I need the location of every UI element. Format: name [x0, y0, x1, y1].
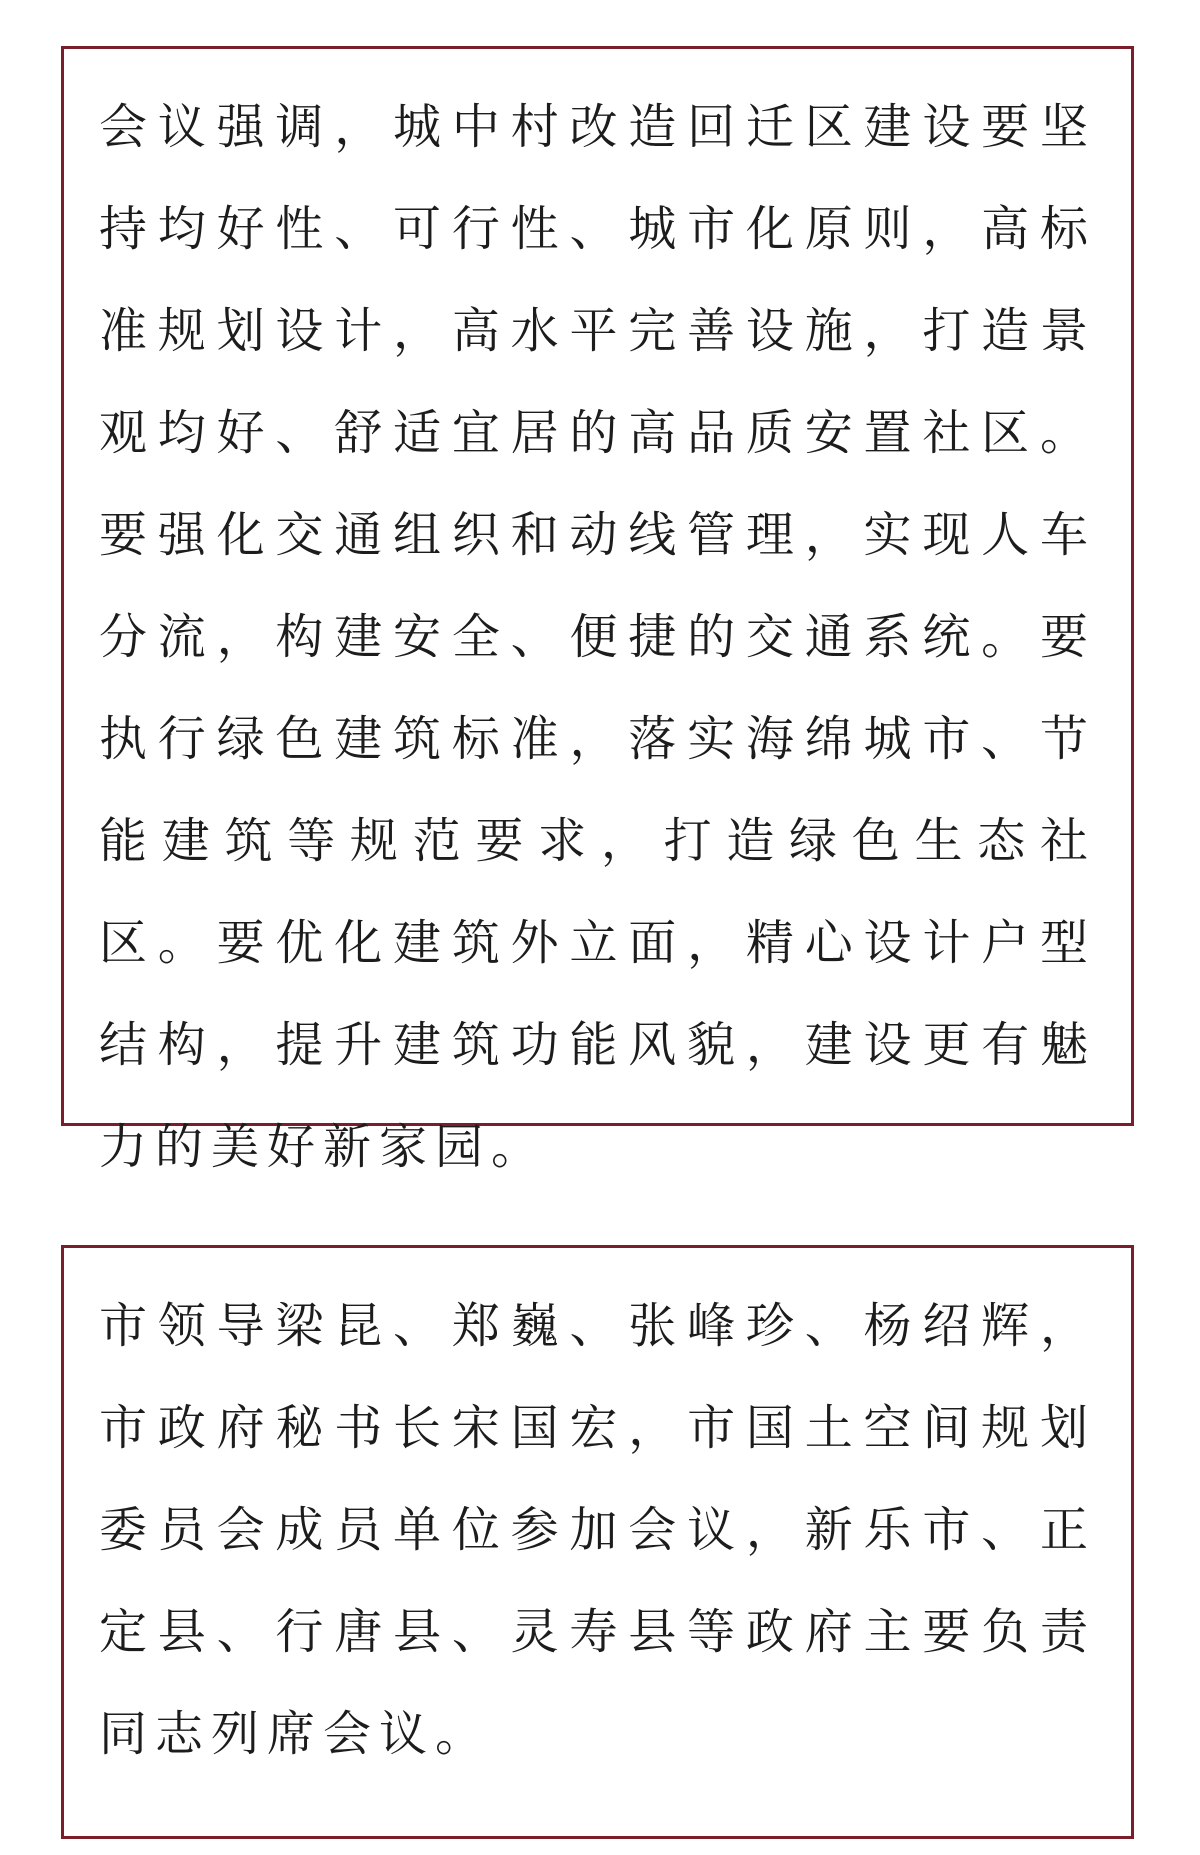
- meeting-emphasis-card: [61, 46, 1134, 1175]
- attendees-paragraph: 市领导梁昆、郑巍、张峰珍、杨绍辉，市政府秘书长宋国宏，市国土空间规划委员会成员单位参加会议，新乐市、正定县、行唐县、灵寿县等政府主要负责同志列席会议。: [99, 1298, 1096, 1762]
- meeting-emphasis-paragraph: 会议强调，城中村改造回迁区建设要坚持均好性、可行性、城市化原则，高标准规划设计，高水平完善设施，打造景观均好、舒适宜居的高品质安置社区。要强化交通组织和动线管理，实现人车分流，构建安全、便捷的交通系统。要执行绿色建筑标准，落实海绵城市、节能建筑等规范要求，打造绿色生态社区。要优化建筑外立面，精心设计户型结构，提升建筑功能风貌，建设更有魅力的美好新家园。: [99, 99, 1096, 1175]
- attendees-card: [61, 1245, 1134, 1839]
